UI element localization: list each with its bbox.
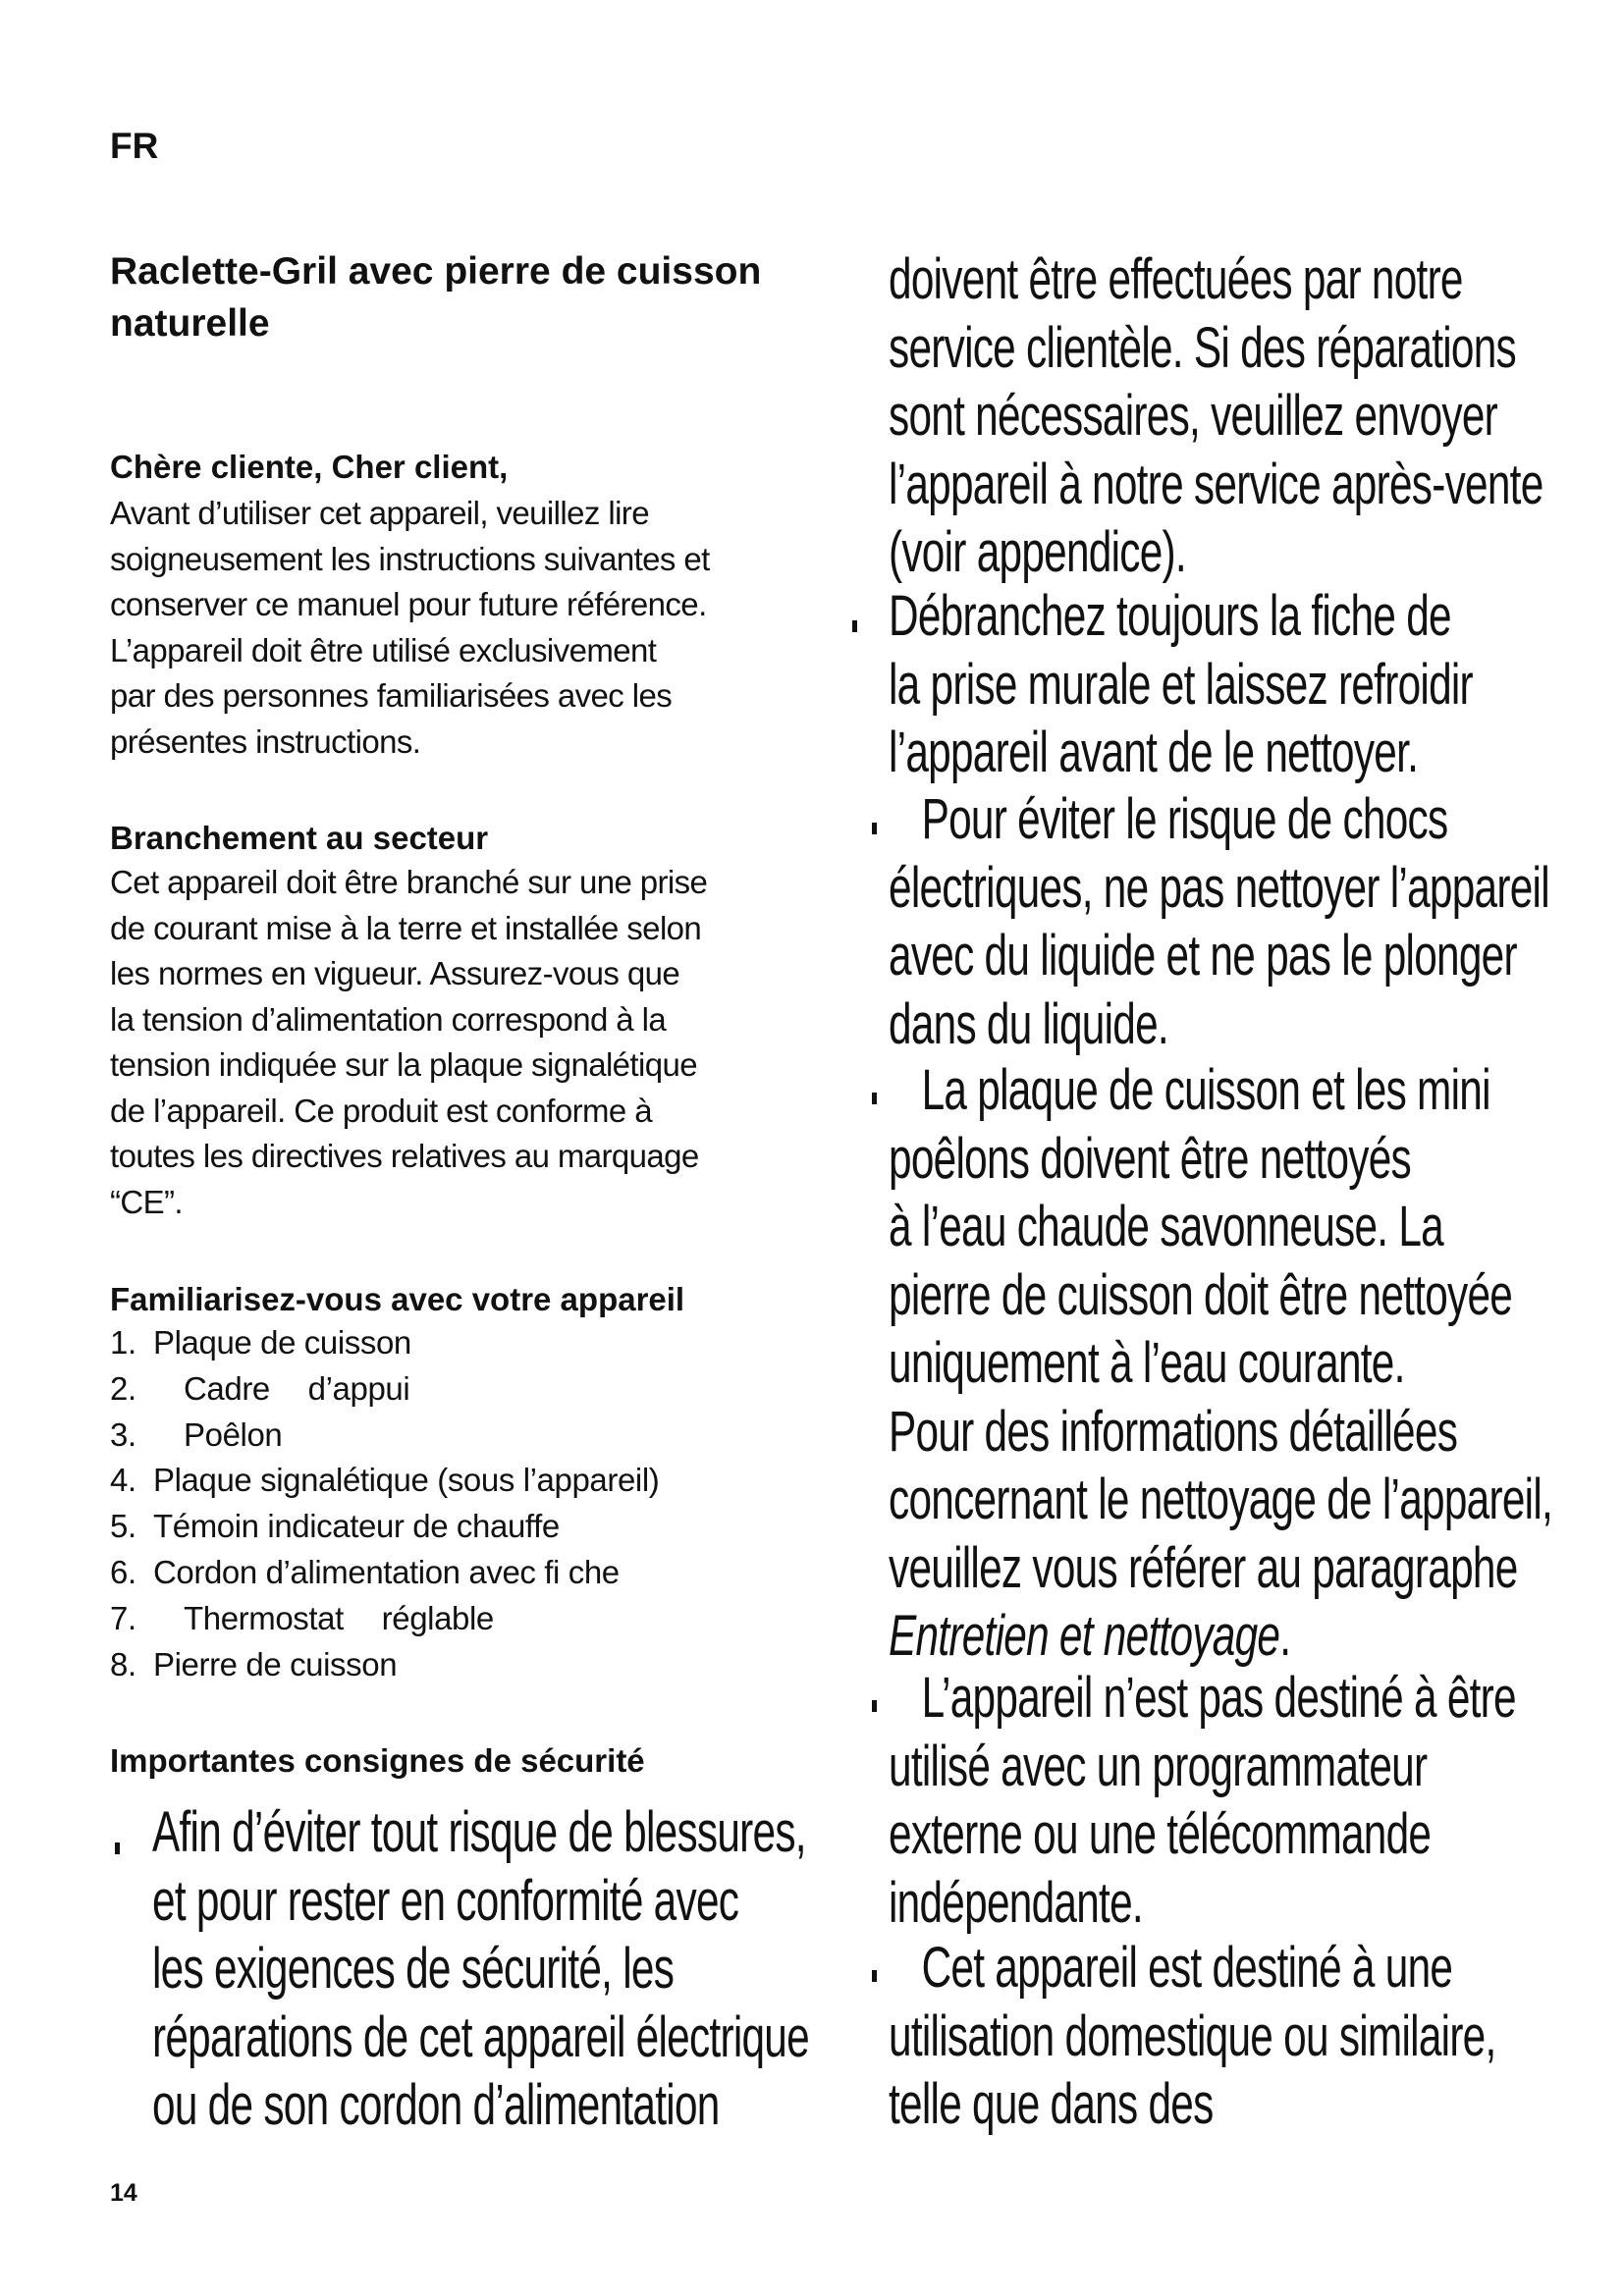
item-number: 2. xyxy=(110,1369,136,1407)
components-list xyxy=(110,1320,659,1687)
title-line: Raclette-Gril avec pierre de cuisson xyxy=(110,250,762,293)
text-line: L’appareil doit être utilisé exclusivement xyxy=(110,631,657,668)
list-item xyxy=(110,1413,659,1459)
text-line: les normes en vigueur. Assurez-vous que xyxy=(110,955,680,991)
text-line: service clientèle. Si des réparations xyxy=(889,315,1517,380)
bullet-icon xyxy=(872,823,877,834)
safety-item-domestic-use xyxy=(889,1934,1496,2139)
document-title xyxy=(110,245,797,349)
punctuation: . xyxy=(1279,1604,1291,1668)
item-number: 3. xyxy=(110,1415,136,1453)
text-line: veuillez vous référer au paragraphe xyxy=(889,1535,1518,1600)
text-line: dans du liquide. xyxy=(889,991,1168,1056)
text-line: Cet appareil est destiné à une xyxy=(921,1936,1453,2000)
text-line xyxy=(889,1602,1552,1671)
bullet-icon xyxy=(872,1970,877,1982)
text-line: l’appareil avant de le nettoyer. xyxy=(889,721,1419,784)
list-item xyxy=(110,1596,659,1642)
item-label: Plaque signalétique (sous l’appareil) xyxy=(153,1462,660,1499)
safety-item-unplug xyxy=(889,582,1473,787)
language-code: FR xyxy=(110,126,159,166)
text-line: poêlons doivent être nettoyés xyxy=(889,1126,1411,1191)
text-line: électriques, ne pas nettoyer l’appareil xyxy=(889,855,1549,920)
text-line: Pour des informations détaillées xyxy=(889,1399,1458,1464)
text-line: Afin d’éviter tout risque de blessures, xyxy=(152,1800,806,1864)
greeting-heading: Chère cliente, Cher client, xyxy=(110,449,509,485)
list-item xyxy=(110,1550,659,1596)
safety-item-cleaning xyxy=(889,1056,1552,1671)
text-line: utilisé avec un programmateur xyxy=(889,1734,1428,1798)
components-heading: Familiarisez-vous avec votre appareil xyxy=(110,1281,685,1317)
safety-item-timer xyxy=(889,1664,1516,1937)
text-line: doivent être effectuées par notre xyxy=(889,247,1463,311)
bullet-icon xyxy=(872,1700,877,1712)
text-line: concernant le nettoyage de l’appareil, xyxy=(889,1468,1553,1531)
text-line: par des personnes familiarisées avec les xyxy=(110,677,673,714)
text-line: de courant mise à la terre et installée selon xyxy=(110,909,702,946)
list-item xyxy=(110,1366,659,1413)
text-line: Avant d’utiliser cet appareil, veuillez lire xyxy=(110,495,649,531)
text-line: indépendante. xyxy=(889,1870,1143,1935)
text-line: la tension d’alimentation correspond à la xyxy=(110,1000,667,1038)
power-heading: Branchement au secteur xyxy=(110,820,489,856)
text-line: tension indiquée sur la plaque signalétique xyxy=(110,1046,697,1083)
item-label: Témoin indicateur de chauffe xyxy=(153,1508,560,1545)
bullet-icon xyxy=(852,620,857,632)
text-line: L’appareil n’est pas destiné à être xyxy=(921,1666,1516,1730)
item-number: 8. xyxy=(110,1645,136,1682)
list-item xyxy=(110,1504,659,1550)
list-item xyxy=(110,1642,659,1688)
item-number: 1. xyxy=(110,1324,136,1361)
text-line: telle que dans des xyxy=(889,2072,1214,2136)
text-line: Pour éviter le risque de chocs xyxy=(921,787,1448,851)
text-line: l’appareil à notre service après-vente xyxy=(889,452,1543,516)
text-line: ou de son cordon d’alimentation xyxy=(152,2073,720,2137)
text-line: avec du liquide et ne pas le plonger xyxy=(889,924,1517,988)
text-line: externe ou une télécommande xyxy=(889,1802,1432,1866)
text-line: les exigences de sécurité, les xyxy=(152,1937,675,2001)
text-line: la prise murale et laissez refroidir xyxy=(889,652,1473,717)
title-line: naturelle xyxy=(110,302,270,345)
bullet-icon xyxy=(872,1093,877,1104)
item-label: Poêlon xyxy=(184,1415,283,1453)
text-line: utilisation domestique ou similaire, xyxy=(889,2003,1496,2068)
item-label: Pierre de cuisson xyxy=(153,1645,398,1682)
safety-item-repairs xyxy=(152,1798,809,2140)
safety-heading: Importantes consignes de sécurité xyxy=(110,1742,645,1779)
item-number: 4. xyxy=(110,1462,136,1499)
text-line: (voir appendice). xyxy=(889,520,1186,584)
text-line: à l’eau chaude savonneuse. La xyxy=(889,1195,1443,1258)
safety-item-shock xyxy=(889,785,1549,1058)
bullet-icon xyxy=(115,1842,120,1854)
text-line: réparations de cet appareil électrique xyxy=(152,2004,809,2069)
cross-reference: Entretien et nettoyage xyxy=(889,1604,1280,1668)
item-number: 5. xyxy=(110,1508,136,1545)
page-number: 14 xyxy=(110,2179,137,2207)
text-line: uniquement à l’eau courante. xyxy=(889,1331,1405,1395)
text-line: Cet appareil doit être branché sur une prise xyxy=(110,864,708,900)
power-paragraph xyxy=(110,860,707,1225)
item-label: Cordon d’alimentation avec fi che xyxy=(153,1553,620,1590)
item-label: Plaque de cuisson xyxy=(153,1324,411,1361)
list-item xyxy=(110,1458,659,1504)
item-label: Thermostat réglable xyxy=(184,1599,494,1636)
text-line: La plaque de cuisson et les mini xyxy=(921,1058,1490,1122)
greeting-paragraph xyxy=(110,491,710,765)
item-number: 7. xyxy=(110,1599,136,1636)
list-item xyxy=(110,1320,659,1366)
text-line: toutes les directives relatives au marquage xyxy=(110,1138,699,1174)
text-line: soigneusement les instructions suivantes et xyxy=(110,540,710,577)
text-line: conserver ce manuel pour future référence. xyxy=(110,586,707,622)
text-line: sont nécessaires, veuillez envoyer xyxy=(889,384,1498,448)
text-line: “CE”. xyxy=(110,1183,183,1220)
safety-item-repairs-continued xyxy=(889,245,1543,587)
text-line: pierre de cuisson doit être nettoyée xyxy=(889,1262,1513,1327)
text-line: Débranchez toujours la fiche de xyxy=(889,584,1451,648)
text-line: de l’appareil. Ce produit est conforme à xyxy=(110,1092,652,1129)
text-line: et pour rester en conformité avec xyxy=(152,1868,739,1933)
item-label: Cadre d’appui xyxy=(184,1369,410,1407)
item-number: 6. xyxy=(110,1553,136,1590)
text-line: présentes instructions. xyxy=(110,722,421,760)
